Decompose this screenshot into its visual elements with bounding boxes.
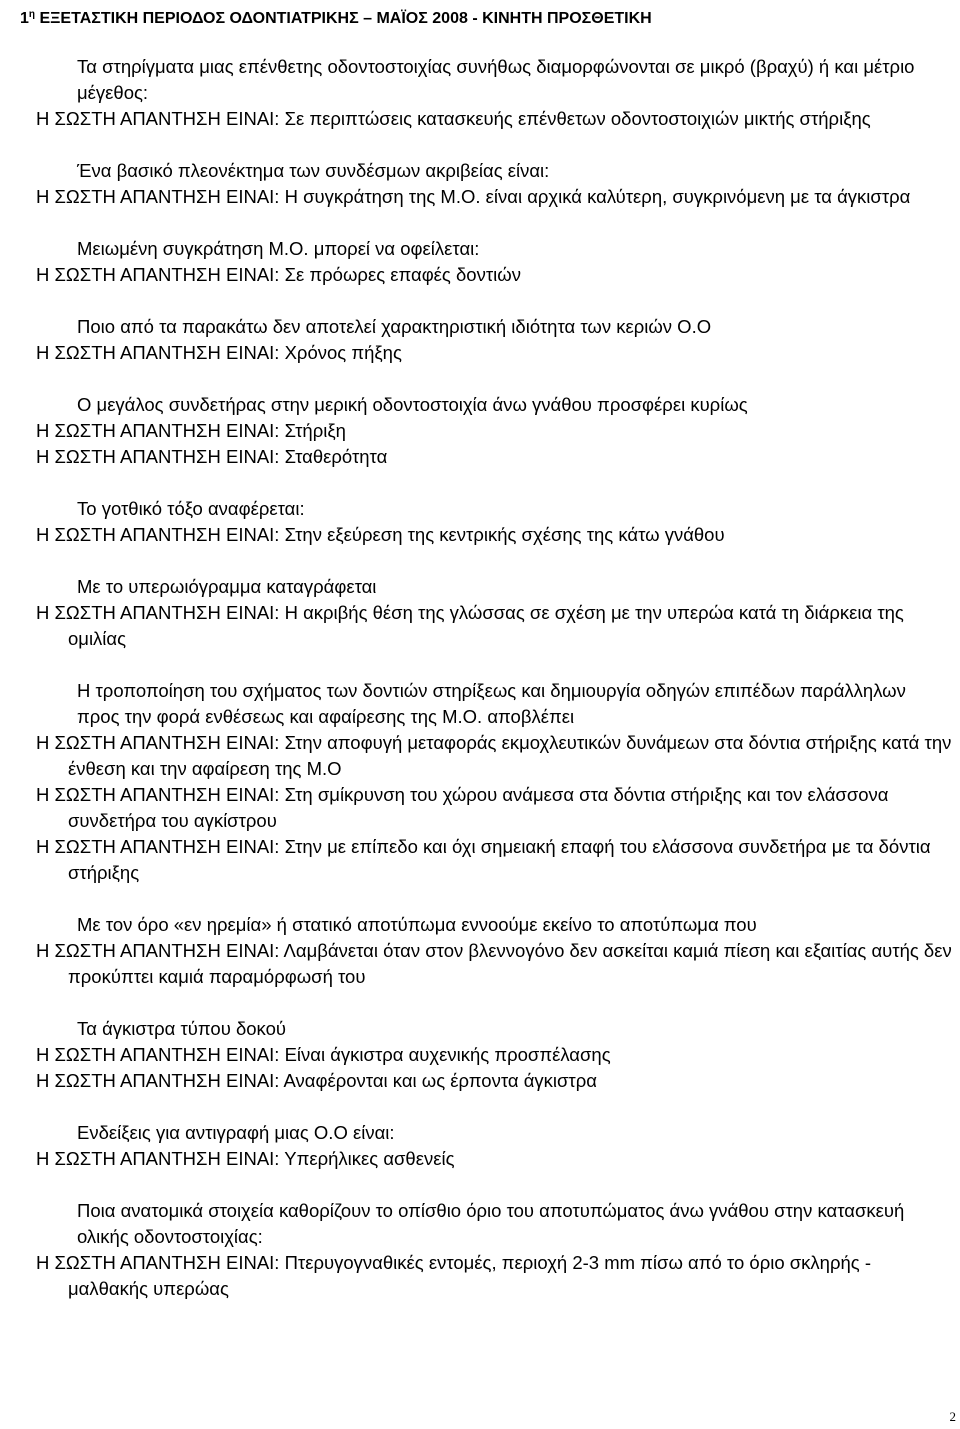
qa-block [0, 1016, 960, 1120]
answer-text: Η ΣΩΣΤΗ ΑΠΑΝΤΗΣΗ ΕΙΝΑΙ: Η ακριβής θέση της γλώσσας σε σχέση με την υπερώα κατά τη διάρκεια της ομιλίας [36, 602, 904, 649]
question-text: Το γοτθικό τόξο αναφέρεται: [77, 498, 305, 519]
block-spacer [0, 210, 960, 236]
qa-block [0, 314, 960, 392]
title-text: ΕΞΕΤΑΣΤΙΚΗ ΠΕΡΙΟΔΟΣ ΟΔΟΝΤΙΑΤΡΙΚΗΣ – ΜΑΪΟΣ 2008 - ΚΙΝΗΤΗ ΠΡΟΣΘΕΤΙΚΗ [35, 10, 652, 27]
question-text: Ένα βασικό πλεονέκτημα των συνδέσμων ακριβείας είναι: [77, 160, 550, 181]
question-answer-list [0, 54, 960, 1302]
answer-text: Η ΣΩΣΤΗ ΑΠΑΝΤΗΣΗ ΕΙΝΑΙ: Η συγκράτηση της Μ.Ο. είναι αρχικά καλύτερη, συγκρινόμενη με τα άγκιστρα [36, 186, 911, 207]
answer-text: Η ΣΩΣΤΗ ΑΠΑΝΤΗΣΗ ΕΙΝΑΙ: Στη σμίκρυνση του χώρου ανάμεσα στα δόντια στήριξης και τον ελάσσονα συνδετήρα του αγκίστρου [36, 784, 889, 831]
qa-block [0, 54, 960, 158]
answer-text: Η ΣΩΣΤΗ ΑΠΑΝΤΗΣΗ ΕΙΝΑΙ: Στην αποφυγή μεταφοράς εκμοχλευτικών δυνάμεων στα δόντια στήριξης κατά την ένθεση και την αφαίρεση της Μ.Ο [36, 732, 952, 779]
block-spacer [0, 470, 960, 496]
block-spacer [0, 1094, 960, 1120]
answer-text: Η ΣΩΣΤΗ ΑΠΑΝΤΗΣΗ ΕΙΝΑΙ: Είναι άγκιστρα αυχενικής προσπέλασης [36, 1044, 611, 1065]
question-text: Ποια ανατομικά στοιχεία καθορίζουν το οπίσθιο όριο του αποτυπώματος άνω γνάθου στην κατασκευή ολικής οδοντοστοιχίας: [77, 1200, 905, 1247]
block-spacer [0, 652, 960, 678]
answer-text: Η ΣΩΣΤΗ ΑΠΑΝΤΗΣΗ ΕΙΝΑΙ: Υπερήλικες ασθενείς [36, 1148, 455, 1169]
answer-text: Η ΣΩΣΤΗ ΑΠΑΝΤΗΣΗ ΕΙΝΑΙ: Στην εξεύρεση της κεντρικής σχέσης της κάτω γνάθου [36, 524, 725, 545]
qa-block [0, 1120, 960, 1198]
page-title [20, 5, 950, 29]
qa-block [0, 392, 960, 496]
question-text: Με τον όρο «εν ηρεμία» ή στατικό αποτύπωμα εννοούμε εκείνο το αποτύπωμα που [77, 914, 757, 935]
question-text: Τα άγκιστρα τύπου δοκού [77, 1018, 286, 1039]
answer-text: Η ΣΩΣΤΗ ΑΠΑΝΤΗΣΗ ΕΙΝΑΙ: Λαμβάνεται όταν στον βλεννογόνο δεν ασκείται καμιά πίεση και εξαιτίας αυτής δεν προκύπτει καμιά παραμόρφωσή του [36, 940, 952, 987]
block-spacer [0, 1172, 960, 1198]
answer-text: Η ΣΩΣΤΗ ΑΠΑΝΤΗΣΗ ΕΙΝΑΙ: Στην με επίπεδο και όχι σημειακή επαφή του ελάσσονα συνδετήρα με τα δόντια στήριξης [36, 836, 931, 883]
question-text: Η τροποποίηση του σχήματος των δοντιών στηρίξεως και δημιουργία οδηγών επιπέδων παράλληλων προς την φορά ενθέσεως και αφαίρεσης της Μ.Ο. αποβλέπει [77, 680, 906, 727]
question-text: Με το υπερωιόγραμμα καταγράφεται [77, 576, 377, 597]
answer-text: Η ΣΩΣΤΗ ΑΠΑΝΤΗΣΗ ΕΙΝΑΙ: Στήριξη [36, 420, 346, 441]
qa-block [0, 912, 960, 1016]
block-spacer [0, 886, 960, 912]
qa-block [0, 678, 960, 912]
page-number: 2 [949, 1409, 956, 1424]
answer-text: Η ΣΩΣΤΗ ΑΠΑΝΤΗΣΗ ΕΙΝΑΙ: Αναφέρονται και ως έρποντα άγκιστρα [36, 1070, 597, 1091]
block-spacer [0, 132, 960, 158]
question-text: Μειωμένη συγκράτηση Μ.Ο. μπορεί να οφείλεται: [77, 238, 480, 259]
question-text: Ενδείξεις για αντιγραφή μιας Ο.Ο είναι: [77, 1122, 395, 1143]
question-text: Τα στηρίγματα μιας επένθετης οδοντοστοιχίας συνήθως διαμορφώνονται σε μικρό (βραχύ) ή και μέτριο μέγεθος: [77, 56, 915, 103]
question-text: Ο μεγάλος συνδετήρας στην μερική οδοντοστοιχία άνω γνάθου προσφέρει κυρίως [77, 394, 748, 415]
block-spacer [0, 288, 960, 314]
qa-block [0, 1198, 960, 1302]
answer-text: Η ΣΩΣΤΗ ΑΠΑΝΤΗΣΗ ΕΙΝΑΙ: Πτερυγογναθικές εντομές, περιοχή 2-3 mm πίσω από το όριο σκληρής - μαλθακής υπερώας [36, 1252, 871, 1299]
title-superscript: η [28, 9, 36, 20]
block-spacer [0, 548, 960, 574]
qa-block [0, 236, 960, 314]
block-spacer [0, 990, 960, 1016]
question-text: Ποιο από τα παρακάτω δεν αποτελεί χαρακτηριστική ιδιότητα των κεριών Ο.Ο [77, 316, 712, 337]
qa-block [0, 574, 960, 678]
answer-text: Η ΣΩΣΤΗ ΑΠΑΝΤΗΣΗ ΕΙΝΑΙ: Σε πρόωρες επαφές δοντιών [36, 264, 521, 285]
answer-text: Η ΣΩΣΤΗ ΑΠΑΝΤΗΣΗ ΕΙΝΑΙ: Σταθερότητα [36, 446, 388, 467]
answer-text: Η ΣΩΣΤΗ ΑΠΑΝΤΗΣΗ ΕΙΝΑΙ: Χρόνος πήξης [36, 342, 402, 363]
answer-text: Η ΣΩΣΤΗ ΑΠΑΝΤΗΣΗ ΕΙΝΑΙ: Σε περιπτώσεις κατασκευής επένθετων οδοντοστοιχιών μικτής στήριξης [36, 108, 871, 129]
block-spacer [0, 366, 960, 392]
title-number: 1 [20, 10, 29, 27]
qa-block [0, 496, 960, 574]
qa-block [0, 158, 960, 236]
